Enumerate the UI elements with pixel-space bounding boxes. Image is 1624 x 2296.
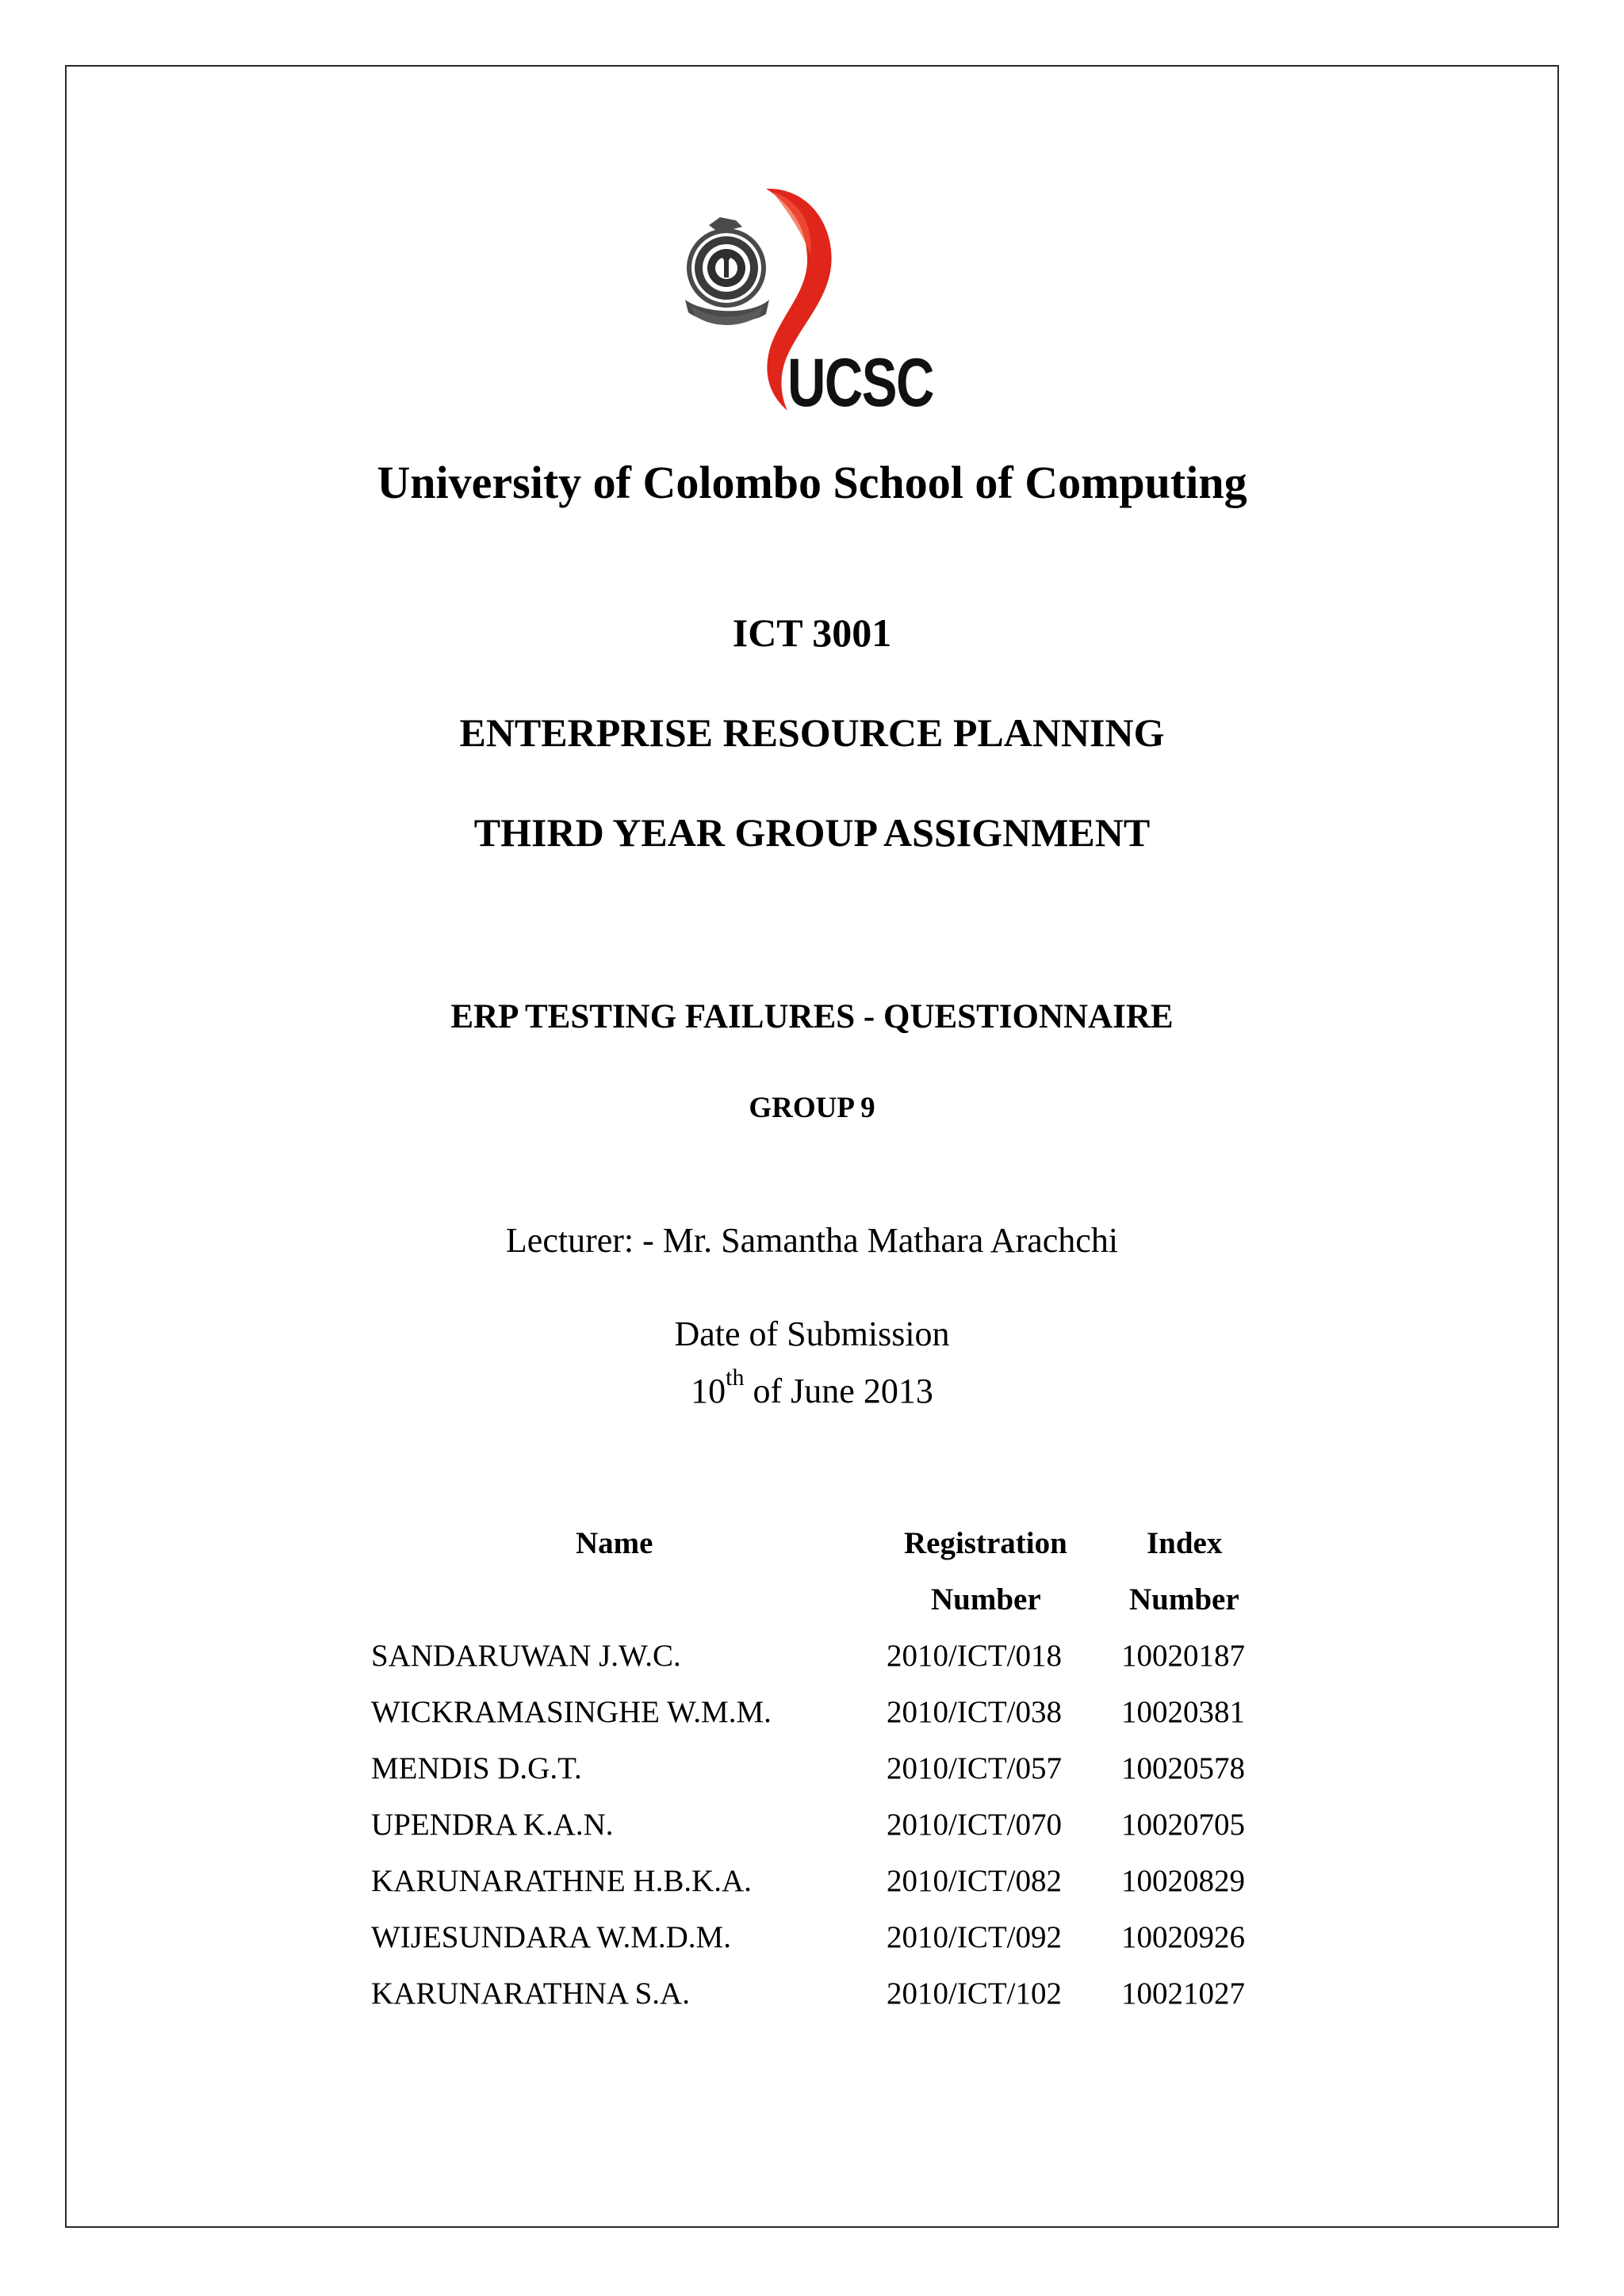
member-registration: 2010/ICT/092 <box>887 1920 1062 1954</box>
ucsc-logo-text: UCSC <box>787 345 933 421</box>
table-row <box>371 1863 1283 1919</box>
member-index: 10020381 <box>1121 1695 1245 1729</box>
member-registration: 2010/ICT/057 <box>887 1751 1062 1785</box>
member-name: WICKRAMASINGHE W.M.M. <box>371 1695 772 1729</box>
assignment-type: THIRD YEAR GROUP ASSIGNMENT <box>473 810 1151 855</box>
header-registration: Registration <box>904 1526 1067 1560</box>
member-index: 10020705 <box>1121 1808 1245 1842</box>
member-index: 10020187 <box>1121 1639 1245 1673</box>
member-registration: 2010/ICT/038 <box>887 1695 1062 1729</box>
table-row <box>371 1807 1283 1863</box>
header-name: Name <box>576 1526 653 1560</box>
member-name: KARUNARATHNE H.B.K.A. <box>371 1864 752 1898</box>
member-registration: 2010/ICT/102 <box>887 1976 1062 2011</box>
member-name: UPENDRA K.A.N. <box>371 1808 614 1842</box>
member-index: 10020926 <box>1121 1920 1245 1954</box>
member-index: 10020578 <box>1121 1751 1245 1785</box>
header-registration-number: Number <box>931 1582 1041 1617</box>
course-name: ENTERPRISE RESOURCE PLANNING <box>459 710 1165 755</box>
table-row <box>371 1976 1283 2032</box>
member-registration: 2010/ICT/070 <box>887 1808 1062 1842</box>
ucsc-logo <box>680 181 942 419</box>
lecturer-line: Lecturer: - Mr. Samantha Mathara Arachchi <box>505 1221 1119 1260</box>
member-index: 10020829 <box>1121 1864 1245 1898</box>
member-registration: 2010/ICT/018 <box>887 1639 1062 1673</box>
table-row <box>371 1919 1283 1976</box>
course-code: ICT 3001 <box>732 610 892 655</box>
member-name: KARUNARATHNA S.A. <box>371 1976 690 2011</box>
submission-month-year: of June 2013 <box>744 1372 933 1410</box>
university-title: University of Colombo School of Computing <box>377 457 1247 508</box>
submission-label: Date of Submission <box>674 1314 950 1353</box>
member-name: WIJESUNDARA W.M.D.M. <box>371 1920 731 1954</box>
member-name: SANDARUWAN J.W.C. <box>371 1639 681 1673</box>
table-row <box>371 1638 1283 1694</box>
members-table <box>371 1525 1283 2032</box>
table-row <box>371 1694 1283 1751</box>
header-index: Index <box>1147 1526 1223 1560</box>
submission-date <box>0 1364 1624 1412</box>
member-name: MENDIS D.G.T. <box>371 1751 582 1785</box>
header-index-number: Number <box>1129 1582 1239 1617</box>
submission-day-suffix: th <box>726 1364 745 1391</box>
table-row <box>371 1751 1283 1807</box>
member-registration: 2010/ICT/082 <box>887 1864 1062 1898</box>
group-label: GROUP 9 <box>749 1092 875 1124</box>
table-header-row <box>371 1582 1283 1638</box>
submission-day: 10 <box>691 1372 726 1410</box>
table-header-row <box>371 1525 1283 1582</box>
member-index: 10021027 <box>1121 1976 1245 2011</box>
assignment-topic: ERP TESTING FAILURES - QUESTIONNAIRE <box>450 998 1174 1035</box>
